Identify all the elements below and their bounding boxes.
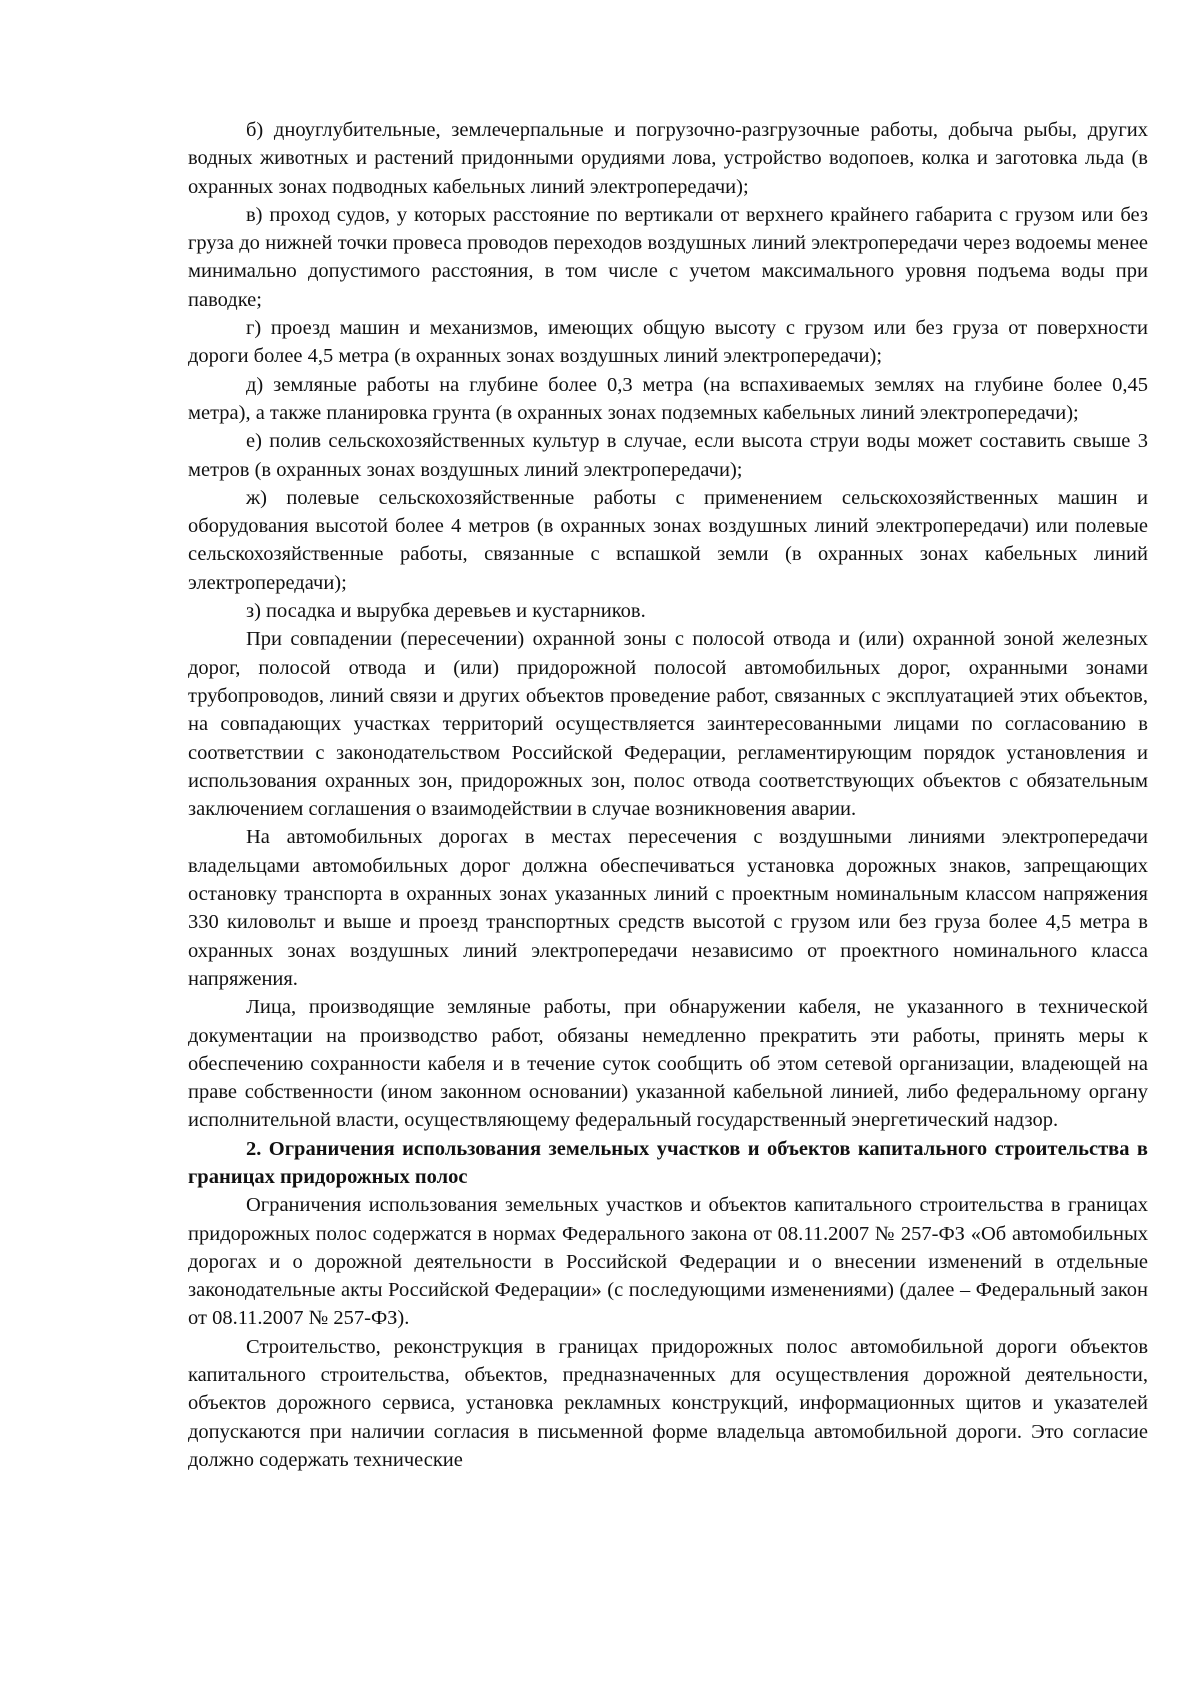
paragraph-item-e: е) полив сельскохозяйственных культур в случае, если высота струи воды может составить свыше 3 метров (в охранных зонах воздушных линий электропередачи); [188,430,1148,481]
section-heading: 2. Ограничения использования земельных участков и объектов капитального строительства в границах придорожных полос [188,1137,1148,1188]
paragraph-road-signs: На автомобильных дорогах в местах пересечения с воздушными линиями электропередачи владельцами автомобильных дорог должна обеспечиваться установка дорожных знаков, запрещающих остановку транспорта в охранных зонах указанных линий с проектным номинальным классом напряжения 330 киловольт и выше и проезд транспортных средств высотой с грузом или без груза более 4,5 метра в охранных зонах воздушных линий электропередачи независимо от проектного номинального класса напряжения. [188,826,1148,990]
paragraph-zone-overlap: При совпадении (пересечении) охранной зоны с полосой отвода и (или) охранной зоной железных дорог, полосой отвода и (или) придорожной полосой автомобильных дорог, охранными зонами трубопроводов, линий связи и других объектов проведение работ, связанных с эксплуатацией этих объектов, на совпадающих участках территорий осуществляется заинтересованными лицами по согласованию в соответствии с законодательством Российской Федерации, регламентирующим порядок установления и использования охранных зон, придорожных зон, полос отвода соответствующих объектов с обязательным заключением соглашения о взаимодействии в случае возникновения аварии. [188,628,1148,821]
paragraph-item-b: б) дноуглубительные, землечерпальные и погрузочно-разгрузочные работы, добыча рыбы, других водных животных и растений придонными орудиями лова, устройство водопоев, колка и заготовка льда (в охранных зонах подводных кабельных линий электропередачи); [188,119,1148,198]
paragraph-item-z: з) посадка и вырубка деревьев и кустарников. [246,600,646,623]
paragraph-item-v: в) проход судов, у которых расстояние по вертикали от верхнего крайнего габарита с грузом или без груза до нижней точки провеса проводов переходов воздушных линий электропередачи через водоемы менее минимально допустимого расстояния, в том числе с учетом максимального уровня подъема воды при паводке; [188,203,1148,311]
paragraph-item-d: д) земляные работы на глубине более 0,3 метра (на вспахиваемых землях на глубине более 0,45 метра), а также планировка грунта (в охранных зонах подземных кабельных линий электропередачи); [188,373,1148,424]
paragraph-item-zh: ж) полевые сельскохозяйственные работы с применением сельскохозяйственных машин и оборудования высотой более 4 метров (в охранных зонах воздушных линий электропередачи) или полевые сельскохозяйственные работы, связанные с вспашкой земли (в охранных зонах кабельных линий электропередачи); [188,486,1148,594]
paragraph-roadside-restrictions: Ограничения использования земельных участков и объектов капитального строительства в границах придорожных полос содержатся в нормах Федерального закона от 08.11.2007 № 257-ФЗ «Об автомобильных дорогах и о дорожной деятельности в Российской Федерации и о внесении изменений в отдельные законодательные акты Российской Федерации» (с последующими изменениями) (далее – Федеральный закон от 08.11.2007 № 257-ФЗ). [188,1194,1148,1330]
paragraph-roadside-construction: Строительство, реконструкция в границах придорожных полос автомобильной дороги объектов капитального строительства, объектов, предназначенных для осуществления дорожной деятельности, объектов дорожного сервиса, установка рекламных конструкций, информационных щитов и указателей допускаются при наличии согласия в письменной форме владельца автомобильной дороги. Это согласие должно содержать технические [188,1335,1148,1471]
paragraph-item-g: г) проезд машин и механизмов, имеющих общую высоту с грузом или без груза от поверхности дороги более 4,5 метра (в охранных зонах воздушных линий электропередачи); [188,317,1148,368]
paragraph-cable-discovery: Лица, производящие земляные работы, при обнаружении кабеля, не указанного в технической документации на производство работ, обязаны немедленно прекратить эти работы, принять меры к обеспечению сохранности кабеля и в течение суток сообщить об этом сетевой организации, владеющей на праве собственности (ином законном основании) указанной кабельной линией, либо федеральному органу исполнительной власти, осуществляющему федеральный государственный энергетический надзор. [188,996,1148,1132]
